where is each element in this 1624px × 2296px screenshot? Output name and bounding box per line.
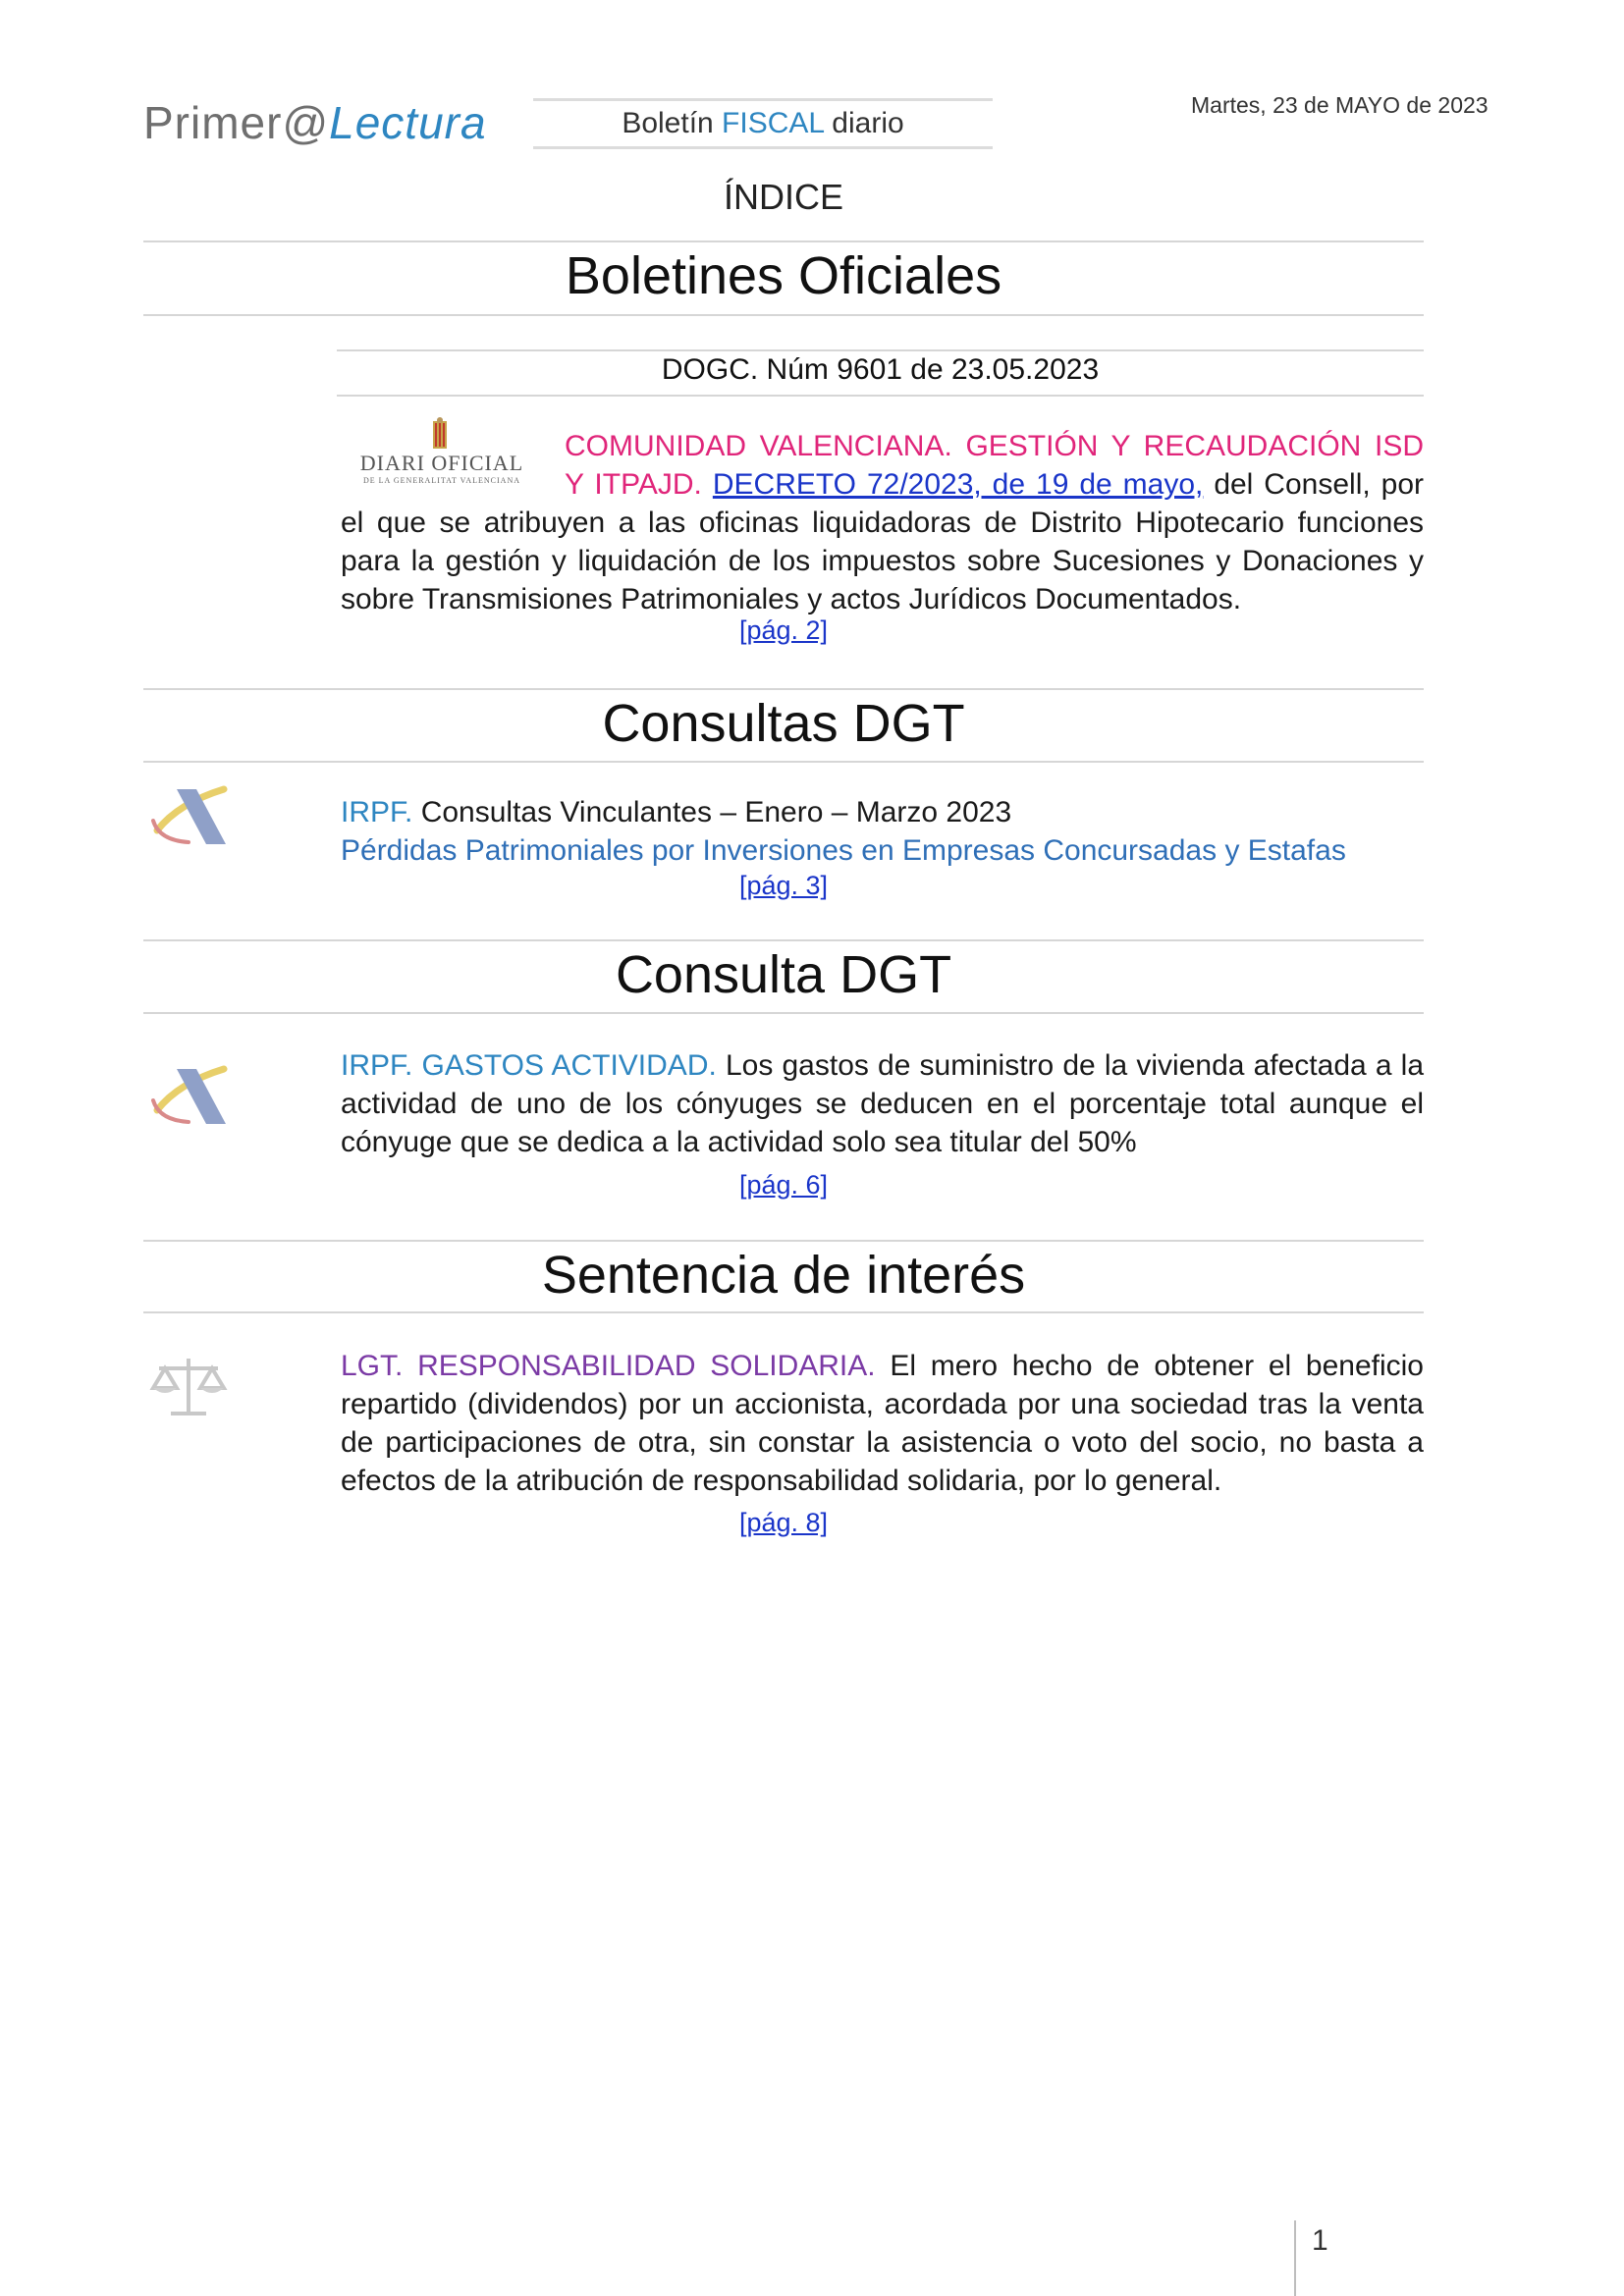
entry-lead: IRPF. [341,796,413,828]
publication-date: Martes, 23 de MAYO de 2023 [1191,92,1489,118]
logo-part-1: Primer@ [143,97,330,148]
page-number: 1 [1312,2224,1328,2257]
divider [143,1240,1424,1242]
page-ref-link[interactable]: [pág. 2] [738,615,829,645]
entry-body: Los gastos de suministro de la vivienda afectada a la actividad de uno de los cónyuges se deducen en el porcentaje total aunque el cónyuge que se dedica a la actividad solo sea titular del 50% [341,1049,1425,1158]
divider [143,688,1424,690]
page-ref-link[interactable]: [pág. 6] [738,1170,829,1200]
entry-text-consultas [341,793,1431,831]
divider [143,314,1424,316]
footer-rule [1294,2220,1296,2296]
logo-part-2: Lectura [329,97,487,148]
bulletin-suffix: diario [823,107,904,139]
index-title: ÍNDICE [723,177,843,217]
logo-text-line2: DE LA GENERALITAT VALENCIANA [362,476,521,485]
divider [337,349,1424,351]
bulletin-accent: FISCAL [722,107,824,139]
logo-text-line1: DIARI OFICIAL [359,451,524,475]
entry-lead: COMUNIDAD VALENCIANA. GESTIÓN Y RECAUDACIÓN ISD Y ITPAJD. [565,430,1424,501]
agencia-tributaria-icon [149,785,228,848]
section-title-sentencia: Sentencia de interés [541,1246,1026,1305]
section-title-consulta: Consulta DGT [615,945,952,1004]
entry-body: El mero hecho de obtener el beneficio repartido (dividendos) por un accionista, acordada por una sociedad tras la venta de participaciones de otra, sin constar la asistencia o voto del socio, no basta a efectos de la atribución de responsabilidad solidaria, por lo general. [341,1350,1424,1497]
bulletin-title [533,98,993,149]
divider [337,395,1424,397]
decree-link[interactable]: DECRETO 72/2023, de 19 de mayo, [712,468,1204,501]
entry-text-gastos [341,1046,1424,1161]
entry-subtitle: Pérdidas Patrimoniales por Inversiones en Empresas Concursadas y Estafas [341,834,1346,867]
entry-body: del Consell, por el que se atribuyen a las oficinas liquidadoras de Distrito Hipotecario funciones para la gestión y liquidación de los impuestos sobre Sucesiones y Donaciones y sobre Transmisiones Patrimoniales y actos Jurídicos Documentados. [341,468,1425,615]
section-title-consultas: Consultas DGT [602,694,965,753]
bulletin-prefix: Boletín [622,107,723,139]
page-ref-link[interactable]: [pág. 8] [738,1508,829,1537]
entry-text-sentencia [341,1347,1424,1500]
entry-lead: LGT. RESPONSABILIDAD SOLIDARIA. [341,1350,876,1382]
section-title-boletines: Boletines Oficiales [565,246,1002,305]
entry-text-boletines [341,427,1424,618]
divider [143,939,1424,941]
brand-logo [143,96,487,149]
agencia-tributaria-icon [149,1065,228,1128]
divider [143,1311,1424,1313]
logo-spacer [341,427,565,496]
entry-body: Consultas Vinculantes – Enero – Marzo 2023 [412,796,1012,828]
scales-of-justice-icon [149,1353,228,1421]
divider [143,761,1424,763]
bulletin-subheading: DOGC. Núm 9601 de 23.05.2023 [661,353,1100,386]
page-ref-link[interactable]: [pág. 3] [738,871,829,900]
divider [143,1012,1424,1014]
entry-lead: IRPF. GASTOS ACTIVIDAD. [341,1049,717,1082]
divider [143,240,1424,242]
